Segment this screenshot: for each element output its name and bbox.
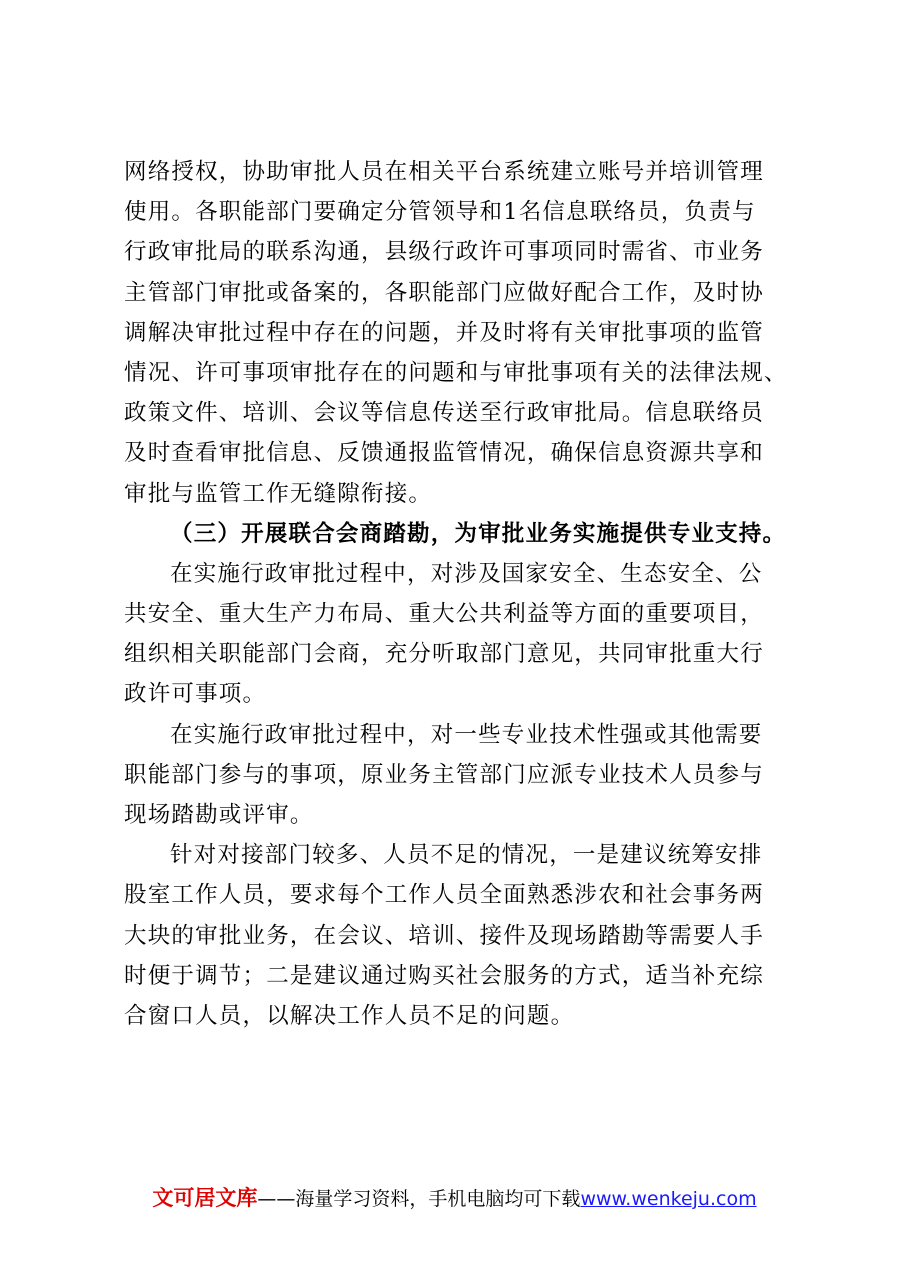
text-line: 及时查看审批信息、反馈通报监管情况，确保信息资源共享和: [124, 440, 764, 467]
paragraph-start-line: 针对对接部门较多、人员不足的情况，一是建议统筹安排: [170, 842, 763, 869]
text-line: 大块的审批业务，在会议、培训、接件及现场踏勘等需要人手: [124, 922, 764, 949]
document-body: [124, 152, 804, 1036]
text-line: 现场踏勘或评审。: [124, 802, 314, 828]
text-line: 股室工作人员，要求每个工作人员全面熟悉涉农和社会事务两: [124, 882, 764, 909]
section-heading: （三）开展联合会商踏勘，为审批业务实施提供专业支持。: [170, 520, 787, 547]
text-line: 政许可事项。: [124, 681, 267, 708]
text-line: 网络授权，协助审批人员在相关平台系统建立账号并培训管理: [124, 159, 764, 185]
text-line: 审批与监管工作无缝隙衔接。: [124, 480, 433, 507]
footer-slogan: ——海量学习资料，手机电脑均可下载: [257, 1188, 581, 1210]
paragraph-start-line: 在实施行政审批过程中，对一些专业技术性强或其他需要: [170, 721, 763, 748]
text-line: 政策文件、培训、会议等信息传送至行政审批局。信息联络员: [124, 400, 764, 427]
paragraph-start-line: 在实施行政审批过程中，对涉及国家安全、生态安全、公: [170, 560, 763, 587]
text-line: 职能部门参与的事项，原业务主管部门应派专业技术人员参与: [124, 761, 764, 788]
text-line: 时便于调节；二是建议通过购买社会服务的方式，适当补充综: [124, 962, 764, 989]
text-line: 主管部门审批或备案的，各职能部门应做好配合工作，及时协: [124, 279, 764, 306]
text-line: 使用。各职能部门要确定分管领导和1名信息联络员，负责与: [124, 199, 756, 226]
website-link[interactable]: www.wenkeju.com: [580, 1188, 757, 1210]
text-line: 情况、许可事项审批存在的问题和与审批事项有关的法律法规、: [124, 359, 788, 386]
text-line: 行政审批局的联系沟通，县级行政许可事项同时需省、市业务: [124, 239, 764, 266]
text-line: 调解决审批过程中存在的问题，并及时将有关审批事项的监管: [124, 319, 764, 346]
text-line: 合窗口人员，以解决工作人员不足的问题。: [124, 1002, 575, 1029]
text-line: 共安全、重大生产力布局、重大公共利益等方面的重要项目，: [124, 601, 764, 628]
text-line: 组织相关职能部门会商，充分听取部门意见，共同审批重大行: [124, 641, 764, 668]
footer-banner: [0, 1182, 909, 1212]
brand-name: 文可居文库: [152, 1186, 258, 1210]
